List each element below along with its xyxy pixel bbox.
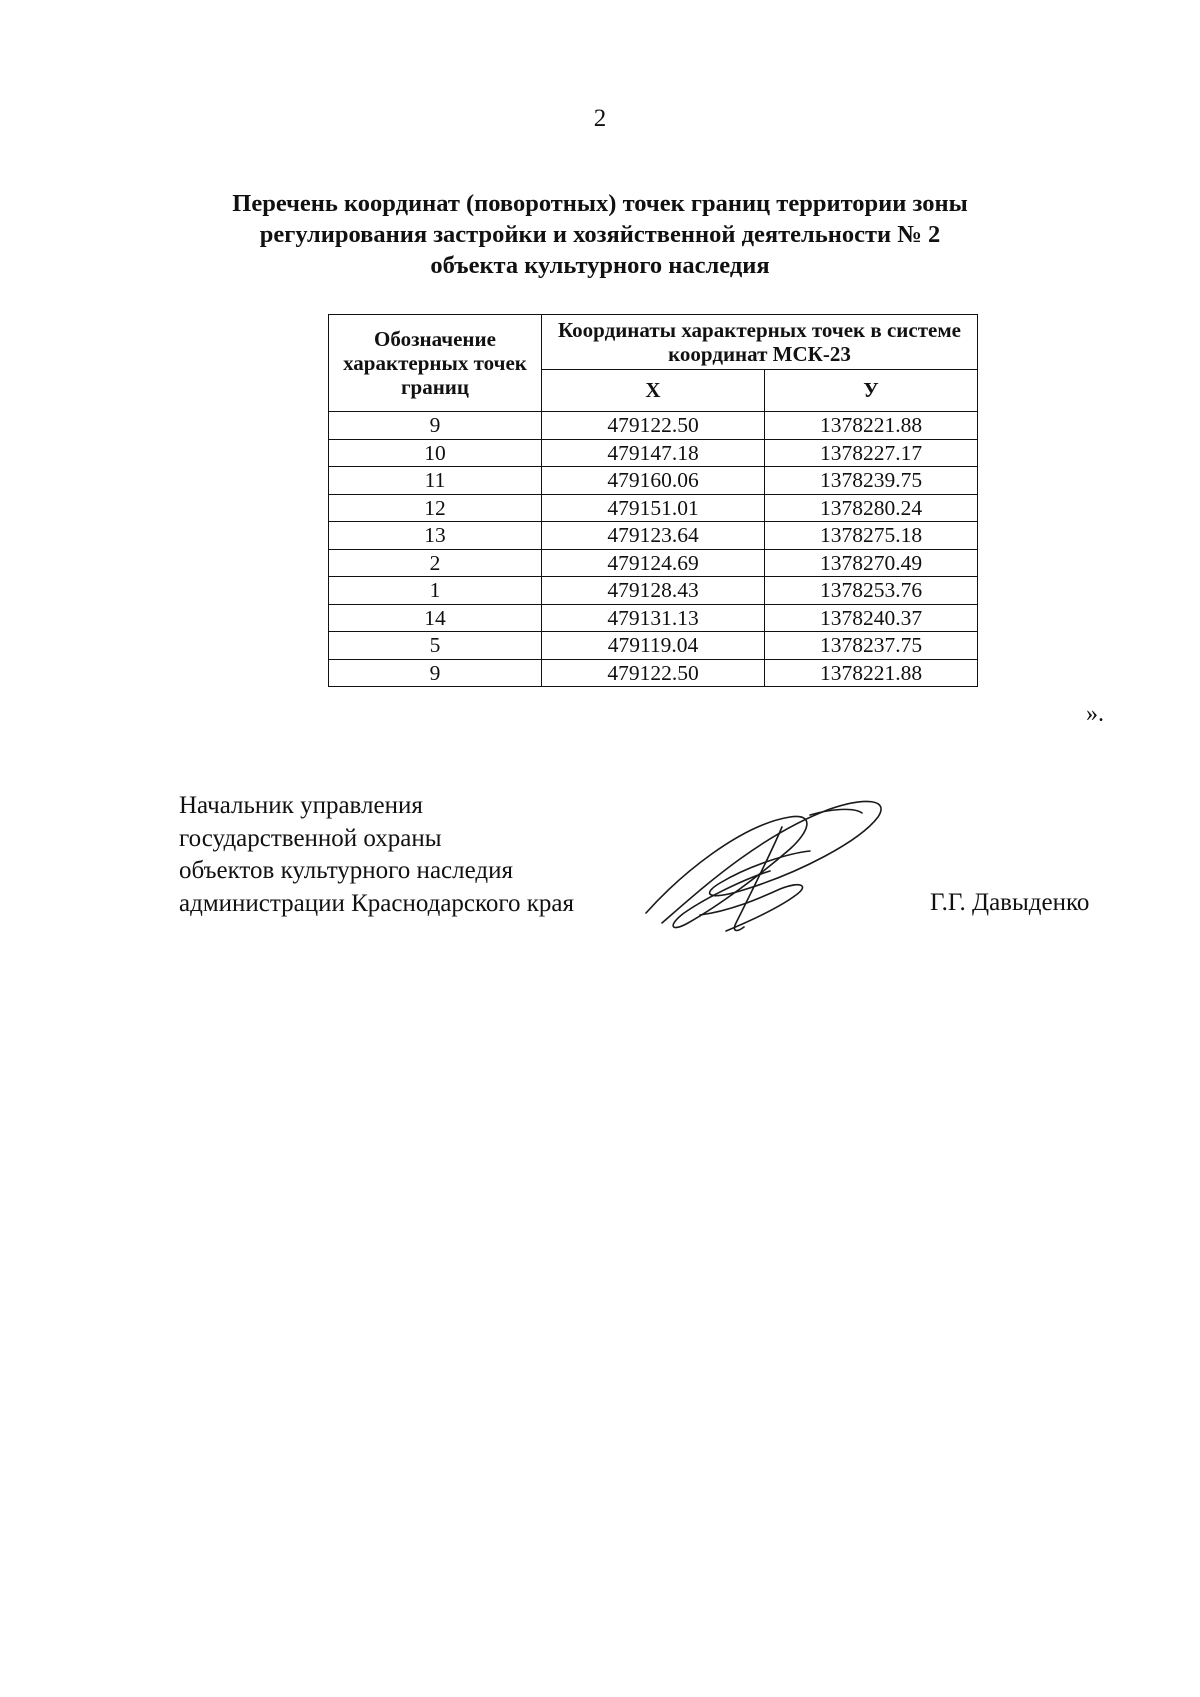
table-row: [329, 494, 978, 522]
signer-name: Г.Г. Давыденко: [930, 889, 1090, 916]
cell-point-name: 5: [329, 632, 542, 660]
cell-y: 1378227.17: [765, 439, 978, 467]
coordinates-table: [328, 314, 978, 687]
cell-x: 479128.43: [542, 577, 765, 605]
table-row: [329, 659, 978, 687]
cell-point-name: 10: [329, 439, 542, 467]
cell-y: 1378280.24: [765, 494, 978, 522]
header-x: Х: [542, 369, 765, 411]
title-line: регулирования застройки и хозяйственной деятельности № 2: [259, 221, 941, 248]
table-row: [329, 549, 978, 577]
cell-x: 479160.06: [542, 467, 765, 495]
header-y: У: [765, 369, 978, 411]
header-coordinates: Координаты характерных точек в системе координат МСК-23: [542, 315, 978, 370]
cell-x: 479122.50: [542, 412, 765, 440]
cell-x: 479124.69: [542, 549, 765, 577]
table-row: [329, 412, 978, 440]
table-row: [329, 467, 978, 495]
cell-y: 1378221.88: [765, 659, 978, 687]
table-row: [329, 522, 978, 550]
cell-point-name: 9: [329, 659, 542, 687]
cell-y: 1378239.75: [765, 467, 978, 495]
header-point-label: Обозначение характерных точек границ: [329, 315, 542, 412]
cell-point-name: 14: [329, 604, 542, 632]
cell-x: 479151.01: [542, 494, 765, 522]
cell-y: 1378270.49: [765, 549, 978, 577]
table-body: [329, 412, 978, 687]
signer-position-line: Начальник управления: [179, 792, 423, 819]
cell-y: 1378275.18: [765, 522, 978, 550]
cell-y: 1378221.88: [765, 412, 978, 440]
closing-quote-mark: ».: [1086, 701, 1104, 727]
table-row: [329, 439, 978, 467]
signature-icon: [640, 795, 900, 945]
cell-x: 479131.13: [542, 604, 765, 632]
page-number: 2: [593, 105, 607, 132]
cell-y: 1378237.75: [765, 632, 978, 660]
cell-point-name: 11: [329, 467, 542, 495]
table-row: [329, 604, 978, 632]
cell-point-name: 2: [329, 549, 542, 577]
signer-position-line: администрации Краснодарского края: [179, 889, 575, 917]
table-row: [329, 632, 978, 660]
cell-x: 479123.64: [542, 522, 765, 550]
cell-y: 1378253.76: [765, 577, 978, 605]
cell-point-name: 1: [329, 577, 542, 605]
cell-x: 479119.04: [542, 632, 765, 660]
title-line: Перечень координат (поворотных) точек границ территории зоны: [232, 190, 968, 217]
signer-position: [179, 790, 574, 920]
cell-y: 1378240.37: [765, 604, 978, 632]
signer-position-line: объектов культурного наследия: [179, 857, 513, 884]
title-line: объекта культурного наследия: [430, 252, 770, 279]
cell-point-name: 13: [329, 522, 542, 550]
table-row: [329, 577, 978, 605]
cell-point-name: 9: [329, 412, 542, 440]
signer-position-line: государственной охраны: [179, 824, 442, 852]
cell-x: 479122.50: [542, 659, 765, 687]
document-title: [180, 188, 1020, 281]
cell-x: 479147.18: [542, 439, 765, 467]
cell-point-name: 12: [329, 494, 542, 522]
